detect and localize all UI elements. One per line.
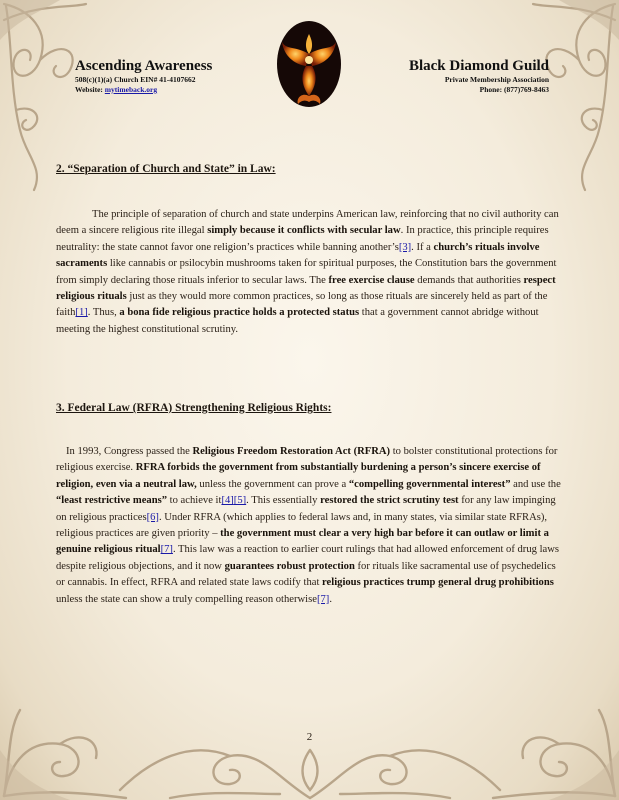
church-website: Website: mytimeback.org (75, 85, 158, 94)
section-2-heading: 2. “Separation of Church and State” in Law: (56, 163, 276, 175)
guild-name: Black Diamond Guild (408, 58, 549, 74)
church-name: Ascending Awareness (75, 58, 213, 74)
letterhead-left (75, 58, 212, 95)
church-ein: 508(c)(1)(a) Church EIN# 41-4107662 (75, 75, 196, 84)
letterhead-right (409, 58, 549, 95)
section-2-paragraph: The principle of separation of church and state underpins American law, reinforcing that no civil authority can deem a sincere religious rite illegal simply because it conflicts with secular law. In practice, this principle requires neutrality: the state cannot favor one religion’s practices while banning another’s[3]. If a church’s rituals involve sacraments like cannabis or psilocybin mushrooms taken for spiritual purposes, the Constitution bars the government from simply declaring those rituals inferior to secular laws. The free exercise clause demands that authorities respect religious rituals just as they would more common practices, so long as those rituals are sincerely held as part of the faith[1]. Thus, a bona fide religious practice holds a protected status that a government cannot abridge without meeting the highest constitutional scrutiny. (56, 209, 559, 335)
guild-association: Private Membership Association (444, 75, 549, 84)
footnote-link[interactable]: [3] (398, 241, 412, 253)
section-3-paragraph: In 1993, Congress passed the Religious Freedom Restoration Act (RFRA) to bolster constitutional protections for religious exercise. RFRA forbids the government from substantially burdening a person’s sincere exercise of religion, even via a neutral law, unless the government can prove a “compelling governmental interest” and use the “least restrictive means” to achieve it[4][5]. This essentially restored the strict scrutiny test for any law impinging on religious practices[6]. Under RFRA (which applies to federal laws and, in many states, via similar state RFRAs), religious practices are given priority – the government must clear a very high bar before it can outlaw or limit a genuine religious ritual[7]. This law was a reaction to earlier court rulings that had allowed enforcement of drug laws despite religious objections, and it now guarantees robust protection for rituals like sacramental use of psychedelics or cannabis. In effect, RFRA and related state laws codify that religious practices trump general drug prohibitions unless the state can show a truly compelling reason otherwise[7]. (56, 446, 561, 605)
page-number: 2 (306, 731, 313, 743)
footnote-link[interactable]: [6] (146, 511, 159, 523)
footnote-link[interactable]: [7] (160, 544, 173, 556)
guild-phone: Phone: (877)769-8463 (479, 85, 549, 94)
footnote-link[interactable]: [7] (316, 593, 330, 605)
phoenix-emblem-icon (276, 20, 342, 108)
footnote-link[interactable]: [1] (75, 307, 88, 319)
section-3-heading: 3. Federal Law (RFRA) Strengthening Religious Rights: (56, 402, 332, 414)
footnote-link[interactable]: [4] (221, 495, 234, 507)
footnote-link[interactable]: [5] (233, 495, 247, 507)
website-link[interactable]: mytimeback.org (104, 85, 158, 94)
